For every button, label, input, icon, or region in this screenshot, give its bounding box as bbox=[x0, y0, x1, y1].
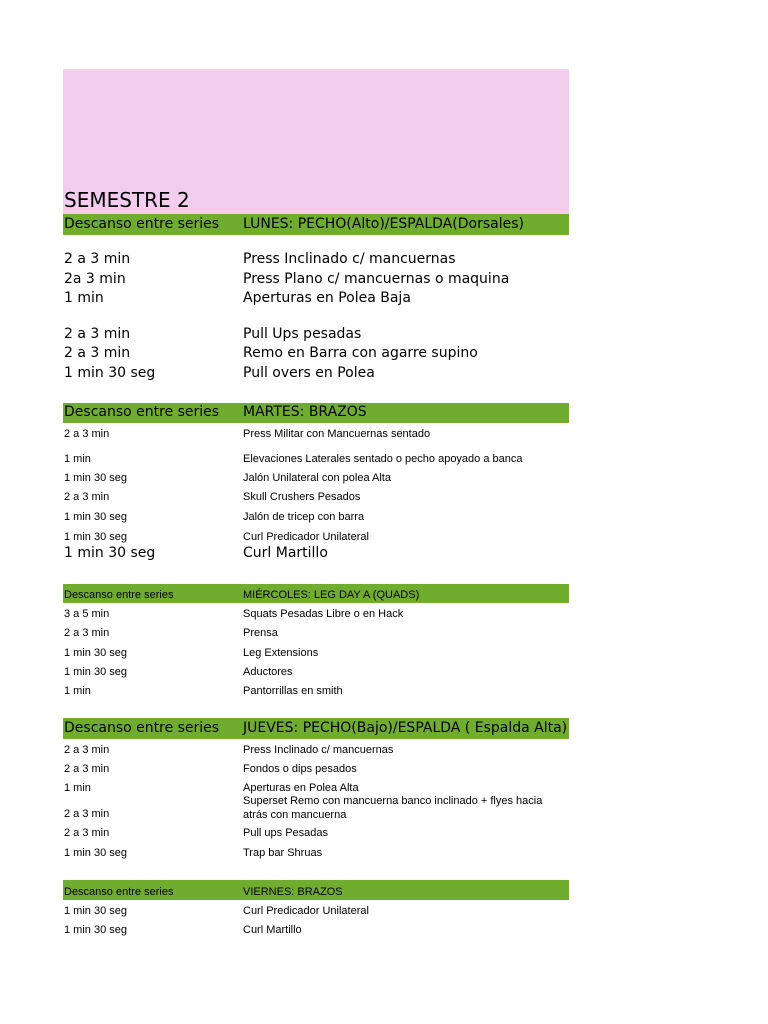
rest-header: Descanso entre series bbox=[64, 886, 174, 898]
rest-cell: 1 min 30 seg bbox=[64, 511, 127, 523]
exercise-cell: Pull Ups pesadas bbox=[243, 326, 362, 342]
exercise-cell: Press Inclinado c/ mancuernas bbox=[243, 251, 456, 267]
day-header: VIERNES: BRAZOS bbox=[243, 886, 343, 898]
exercise-cell: Curl Martillo bbox=[243, 924, 302, 936]
exercise-cell: Pull overs en Polea bbox=[243, 365, 375, 381]
rest-cell: 2 a 3 min bbox=[64, 491, 110, 503]
exercise-cell: Elevaciones Laterales sentado o pecho apoyado a banca bbox=[243, 453, 523, 465]
exercise-cell: Pantorrillas en smith bbox=[243, 685, 343, 697]
exercise-cell: Press Inclinado c/ mancuernas bbox=[243, 744, 394, 756]
exercise-cell: Aductores bbox=[243, 666, 293, 678]
rest-cell: 1 min 30 seg bbox=[64, 472, 127, 484]
exercise-cell: Pull ups Pesadas bbox=[243, 827, 328, 839]
rest-cell: 1 min bbox=[64, 453, 91, 465]
day-header: MARTES: BRAZOS bbox=[243, 404, 367, 420]
rest-header: Descanso entre series bbox=[64, 216, 220, 232]
day-header: MIÉRCOLES: LEG DAY A (QUADS) bbox=[243, 589, 420, 601]
rest-cell: 1 min 30 seg bbox=[64, 545, 156, 561]
rest-cell: 2 a 3 min bbox=[64, 763, 110, 775]
rest-header: Descanso entre series bbox=[64, 589, 174, 601]
exercise-cell: Trap bar Shruas bbox=[243, 847, 323, 859]
exercise-cell: Remo en Barra con agarre supino bbox=[243, 345, 478, 361]
rest-cell: 3 a 5 min bbox=[64, 608, 110, 620]
rest-cell: 1 min 30 seg bbox=[64, 666, 127, 678]
rest-header: Descanso entre series bbox=[64, 404, 220, 420]
exercise-cell: Curl Predicador Unilateral bbox=[243, 531, 369, 543]
exercise-cell: Press Militar con Mancuernas sentado bbox=[243, 428, 431, 440]
exercise-cell: Skull Crushers Pesados bbox=[243, 491, 361, 503]
exercise-cell: Fondos o dips pesados bbox=[243, 763, 357, 775]
rest-cell: 1 min 30 seg bbox=[64, 531, 127, 543]
exercise-cell: Leg Extensions bbox=[243, 647, 319, 659]
exercise-cell: Aperturas en Polea Alta bbox=[243, 782, 359, 794]
rest-cell: 1 min 30 seg bbox=[64, 924, 127, 936]
exercise-cell: Curl Martillo bbox=[243, 545, 328, 561]
exercise-cell: Aperturas en Polea Baja bbox=[243, 290, 411, 306]
semester-title: SEMESTRE 2 bbox=[64, 188, 190, 212]
exercise-cell: Superset Remo con mancuerna banco inclinado + flyes hacia atrás con mancuerna bbox=[243, 795, 543, 821]
rest-cell: 2 a 3 min bbox=[64, 808, 110, 820]
exercise-cell: Prensa bbox=[243, 627, 278, 639]
rest-cell: 1 min bbox=[64, 685, 91, 697]
rest-cell: 1 min 30 seg bbox=[64, 365, 156, 381]
rest-cell: 2 a 3 min bbox=[64, 827, 110, 839]
day-header: JUEVES: PECHO(Bajo)/ESPALDA ( Espalda Alta) bbox=[243, 720, 568, 736]
rest-cell: 2 a 3 min bbox=[64, 627, 110, 639]
rest-cell: 1 min 30 seg bbox=[64, 905, 127, 917]
day-header: LUNES: PECHO(Alto)/ESPALDA(Dorsales) bbox=[243, 216, 524, 232]
exercise-cell: Squats Pesadas Libre o en Hack bbox=[243, 608, 404, 620]
rest-cell: 1 min bbox=[64, 782, 91, 794]
rest-cell: 2 a 3 min bbox=[64, 744, 110, 756]
exercise-cell: Jalón de tricep con barra bbox=[243, 511, 365, 523]
rest-cell: 1 min bbox=[64, 290, 104, 306]
rest-cell: 2 a 3 min bbox=[64, 428, 110, 440]
rest-cell: 1 min 30 seg bbox=[64, 847, 127, 859]
rest-cell: 2 a 3 min bbox=[64, 326, 131, 342]
exercise-cell: Press Plano c/ mancuernas o maquina bbox=[243, 271, 510, 287]
rest-cell: 1 min 30 seg bbox=[64, 647, 127, 659]
exercise-cell: Jalón Unilateral con polea Alta bbox=[243, 472, 391, 484]
rest-cell: 2 a 3 min bbox=[64, 251, 131, 267]
rest-cell: 2a 3 min bbox=[64, 271, 126, 287]
rest-header: Descanso entre series bbox=[64, 720, 220, 736]
exercise-cell: Curl Predicador Unilateral bbox=[243, 905, 369, 917]
rest-cell: 2 a 3 min bbox=[64, 345, 131, 361]
